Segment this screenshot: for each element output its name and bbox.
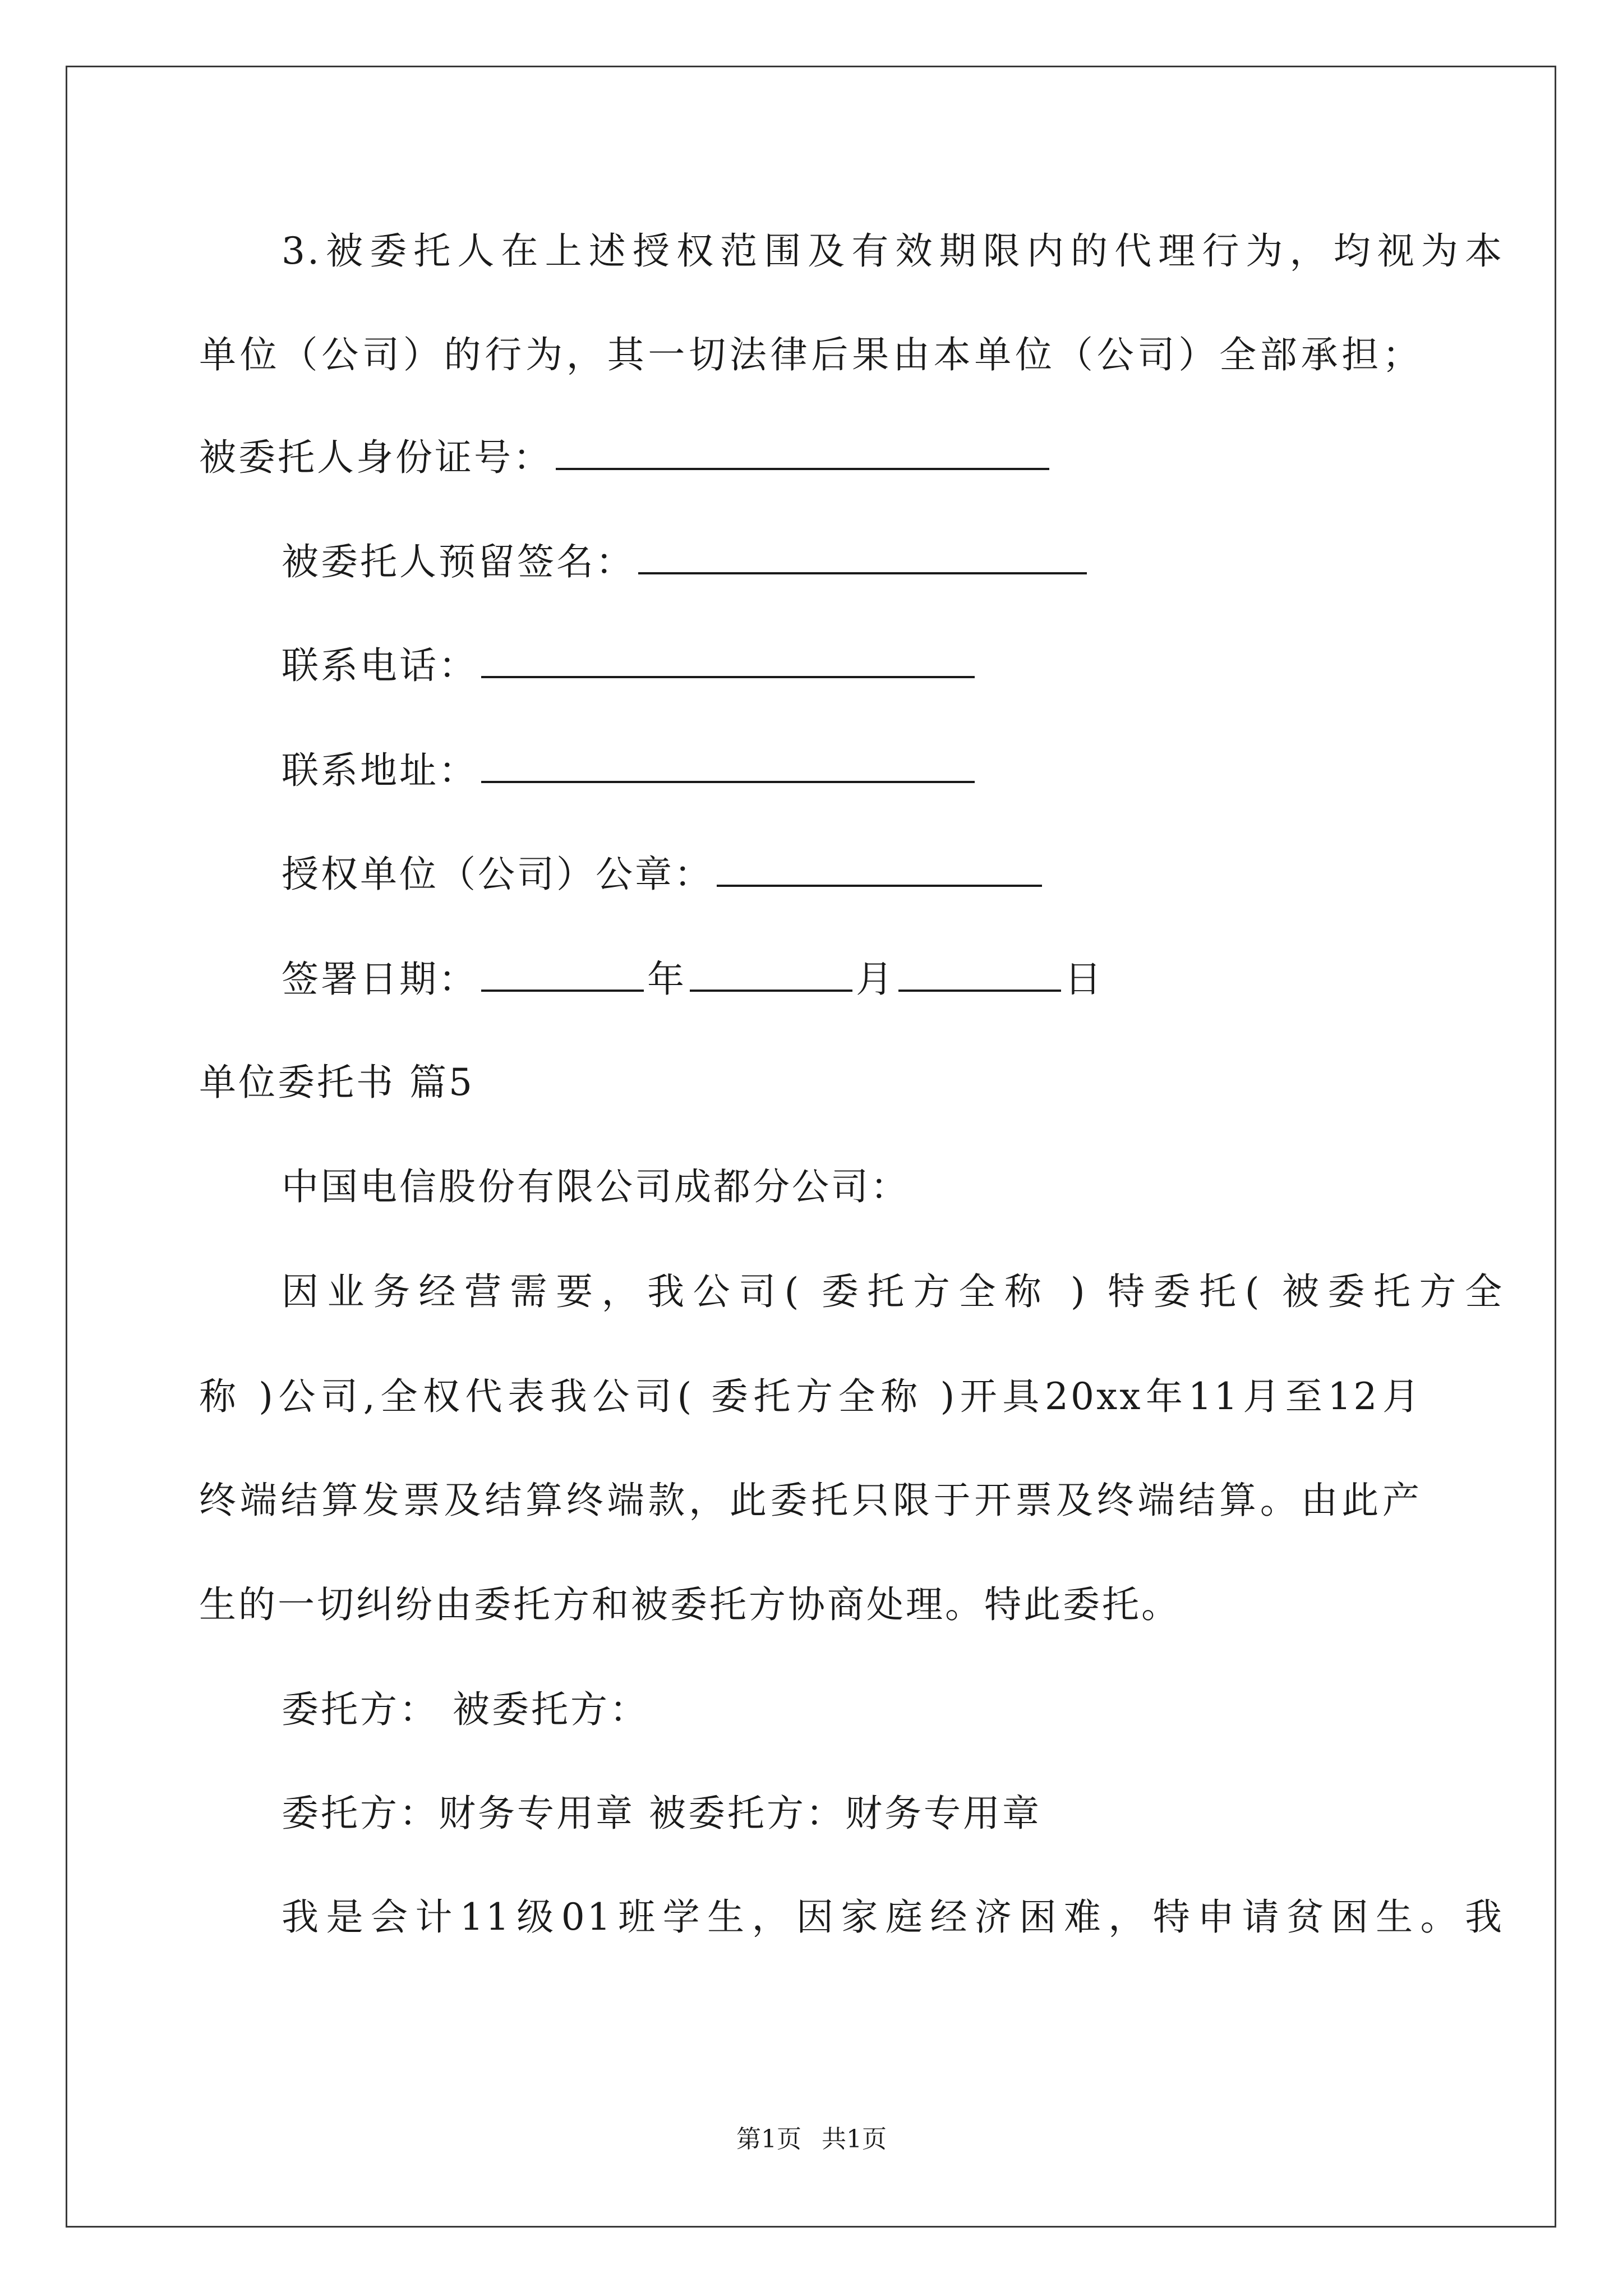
text-line: 3.被委托人在上述授权范围及有效期限内的代理行为，均视为本 [282,229,1504,273]
paragraph-line: 生的一切纠纷由委托方和被委托方协商处理。特此委托。 [199,1583,1181,1626]
month-label: 月 [856,958,895,1001]
day-label: 日 [1064,958,1104,1001]
month-blank[interactable] [690,960,852,992]
paragraph-line: 终端结算发票及结算终端款，此委托只限于开票及终端结算。由此产 [199,1479,1422,1522]
day-blank[interactable] [898,960,1061,992]
paragraph-line: 称 )公司,全权代表我公司( 委托方全称 )开具20xx年11月至12月 [199,1375,1422,1418]
address-blank[interactable] [481,752,975,783]
paragraph-line: 因业务经营需要，我公司( 委托方全称 ) 特委托( 被委托方全 [282,1270,1504,1313]
address-field [282,749,978,792]
phone-blank[interactable] [481,647,975,678]
phone-label: 联系电话： [282,644,478,687]
address-label: 联系地址： [282,749,478,792]
seal-line: 委托方：财务专用章 被委托方：财务专用章 [282,1792,1041,1835]
page-total: 共1页 [822,2125,887,2154]
page-number: 第1页 [736,2125,801,2154]
date-field [282,958,1104,1001]
paragraph-line: 我是会计11级01班学生，因家庭经济困难，特申请贫困生。我 [282,1895,1504,1939]
seal-label: 授权单位（公司）公章： [282,853,713,896]
page-footer [0,2127,1623,2152]
date-label: 签署日期： [282,958,478,1001]
signature-line: 委托方： 被委托方： [282,1688,649,1731]
addressee: 中国电信股份有限公司成都分公司： [282,1165,910,1208]
id-number-field [199,436,1053,479]
seal-field [282,853,1045,896]
signature-blank[interactable] [638,543,1087,574]
text-line: 单位（公司）的行为，其一切法律后果由本单位（公司）全部承担； [199,333,1422,376]
year-blank[interactable] [481,960,644,992]
id-number-blank[interactable] [556,439,1049,470]
id-number-label: 被委托人身份证号： [199,436,552,479]
phone-field [282,644,978,687]
section-heading: 单位委托书 篇5 [199,1061,474,1104]
seal-blank[interactable] [717,855,1042,887]
year-label: 年 [647,958,686,1001]
signature-field [282,540,1090,583]
signature-label: 被委托人预留签名： [282,540,635,583]
